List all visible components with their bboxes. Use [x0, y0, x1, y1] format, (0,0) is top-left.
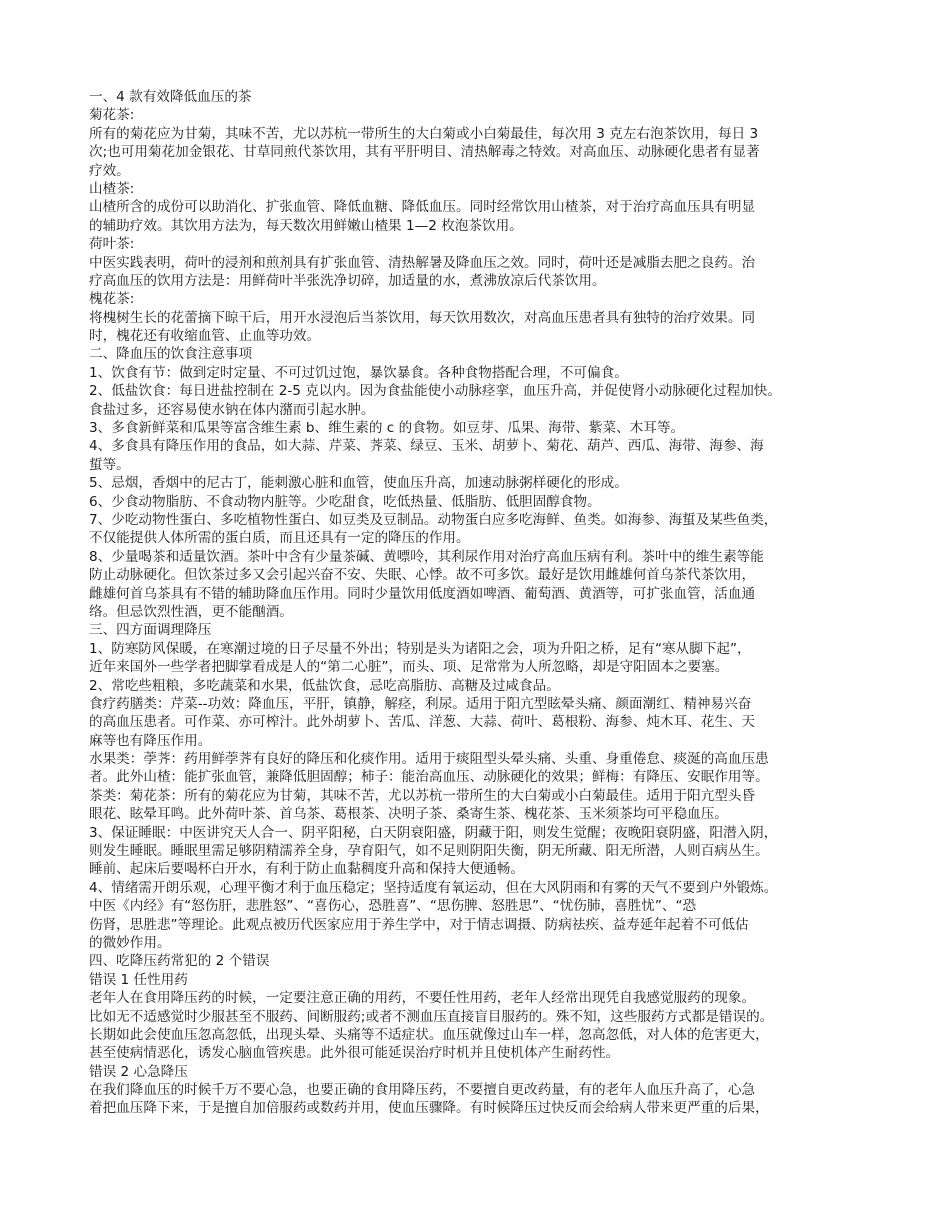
text-line: 麻等也有降压作用。 — [89, 732, 212, 749]
section-heading: 二、降血压的饮食注意事项 — [89, 346, 253, 363]
text-line: 的辅助疗效。其饮用方法为，每天数次用鲜嫩山楂果 1—2 枚泡茶饮用。 — [89, 217, 523, 234]
text-line: 2、低盐饮食：每日进盐控制在 2-5 克以内。因为食盐能使小动脉痉挛，血压升高，并促使肾小动脉硬化过程加快。 — [89, 383, 781, 400]
text-line: 1、防寒防风保暖，在寒潮过境的日子尽量不外出；特别是头为诸阳之会，项为升阳之桥，足有“寒从脚下起”， — [89, 640, 751, 657]
text-line: 络。但忌饮烈性酒，更不能酗酒。 — [89, 603, 293, 620]
subheading: 老年人在食用降压药的时候，一定要注意正确的用药，不要任性用药，老年人经常出现凭自我感觉服药的现象。 — [89, 990, 756, 1007]
text-line: 错误 2 心急降压 — [89, 1063, 188, 1080]
text-line: 3、多食新鲜菜和瓜果等富含维生素 b、维生素的 c 的食物。如豆芽、瓜果、海带、紫菜、木耳等。 — [89, 420, 685, 437]
text-line: 的高血压患者。可作菜、亦可榨汁。此外胡萝卜、苦瓜、洋葱、大蒜、荷叶、葛根粉、海参、炖木耳、花生、天 — [89, 714, 756, 731]
section-heading: 错误 1 任性用药 — [89, 971, 188, 988]
text-line: 食疗药膳类：芹菜--功效：降血压，平肝，镇静，解痉，利尿。适用于阳亢型眩晕头痛、颜面潮红、精神易兴奋 — [89, 695, 752, 712]
text-line: 3、保证睡眠：中医讲究天人合一、阴平阳秘，白天阴衰阳盛，阴藏于阳，则发生觉醒；夜晚阳衰阴盛，阳潜入阴， — [89, 824, 778, 841]
section-heading: 一、4 款有效降低血压的茶 — [89, 89, 252, 105]
text-line: 比如无不适感觉时少服甚至不服药、间断服药;或者不测血压直接盲目服药的。殊不知，这些服药方式都是错误的。 — [89, 1008, 774, 1025]
text-line: 则发生睡眠。睡眠里需足够阴精濡养全身，孕育阳气，如不足则阴阳失衡，阴无所藏、阳无所潜，人则百病丛生。 — [89, 843, 769, 860]
text-line: 8、少量喝茶和适量饮酒。茶叶中含有少量茶碱、黄嘌呤，其利尿作用对治疗高血压病有利。茶叶中的维生素等能 — [89, 548, 764, 565]
text-line: 着把血压降下来，于是擅自加倍服药或数药并用，使血压骤降。有时候降压过快反而会给病人带来更严重的后果， — [89, 1100, 769, 1117]
subheading: 菊花茶: — [89, 107, 135, 124]
text-line: 5、忌烟，香烟中的尼古丁，能刺激心脏和血管，使血压升高，加速动脉粥样硬化的形成。 — [89, 475, 628, 492]
text-line: 防止动脉硬化。但饮茶过多又会引起兴奋不安、失眠、心悸。故不可多饮。最好是饮用雌雄何首乌茶代茶饮用， — [89, 567, 756, 584]
text-line: 6、少食动物脂肪、不食动物内脏等。少吃甜食，吃低热量、低脂肪、低胆固醇食物。 — [89, 493, 601, 510]
subheading: 荷叶茶: — [89, 236, 135, 253]
text-line: 伤肾，思胜悲”等理论。此观点被历代医家应用于养生学中，对于情志调摄、防病祛疾、益寿延年起着不可低估 — [89, 916, 749, 933]
text-line: 1、饮食有节：做到定时定量、不可过饥过饱，暴饮暴食。各种食物搭配合理，不可偏食。 — [89, 364, 628, 381]
text-line: 7、少吃动物性蛋白、多吃植物性蛋白、如豆类及豆制品。动物蛋白应多吃海鲜、鱼类。如海参、海蜇及某些鱼类， — [89, 511, 778, 528]
text-line: 水果类：荸荠：药用鲜荸荠有良好的降压和化痰作用。适用于痰阻型头晕头痛、头重、身重倦怠、痰涎的高血压患 — [89, 751, 769, 768]
text-line: 次;也可用菊花加金银花、甘草同煎代茶饮用，其有平肝明目、清热解毒之特效。对高血压、动脉硬化患者有显著 — [89, 144, 760, 161]
text-line: 中医《内经》有“怒伤肝，悲胜怒”、“喜伤心，恐胜喜”、“思伤脾、怒胜思”、“忧伤肺，喜胜忧”、“恐 — [89, 898, 697, 915]
text-line: 四、吃降压药常犯的 2 个错误 — [89, 953, 270, 970]
text-line: 山楂所含的成份可以助消化、扩张血管、降低血糖、降低血压。同时经常饮用山楂茶，对于治疗高血压具有明显 — [89, 199, 756, 216]
subheading: 槐花茶: — [89, 291, 135, 308]
text-line: 2、常吃些粗粮，多吃蔬菜和水果，低盐饮食，忌吃高脂肪、高糖及过咸食品。 — [89, 677, 560, 694]
text-line: 疗效。 — [89, 162, 130, 179]
text-line: 4、多食具有降压作用的食品，如大蒜、芹菜、荠菜、绿豆、玉米、胡萝卜、菊花、葫芦、西瓜、海带、海参、海 — [89, 438, 764, 455]
text-line: 雌雄何首乌茶具有不错的辅助降血压作用。同时少量饮用低度酒如啤酒、葡萄酒、黄酒等，可扩张血管，活血通 — [89, 585, 756, 602]
text-line: 长期如此会使血压忽高忽低，出现头晕、头痛等不适症状。血压就像过山车一样，忽高忽低，对人体的危害更大， — [89, 1026, 769, 1043]
text-line: 不仅能提供人体所需的蛋白质，而且还具有一定的降压的作用。 — [89, 530, 470, 547]
text-line: 中医实践表明，荷叶的浸剂和煎剂具有扩张血管、清热解暑及降血压之效。同时，荷叶还是减脂去肥之良药。治 — [89, 254, 756, 271]
text-line: 者。此外山楂：能扩张血管，兼降低胆固醇；柿子：能治高血压、动脉硬化的效果；鲜梅：有降压、安眠作用等。 — [89, 769, 769, 786]
text-line: 4、情绪需开朗乐观，心理平衡才利于血压稳定；坚持适度有氧运动，但在大风阴雨和有雾的天气不要到户外锻炼。 — [89, 879, 778, 896]
text-line: 茶类：菊花茶：所有的菊花应为甘菊，其味不苦，尤以苏杭一带所生的大白菊或小白菊最佳。适用于阳亢型头昏 — [89, 787, 756, 804]
subheading: 在我们降血压的时候千万不要心急，也要正确的食用降压药，不要擅自更改药量，有的老年人血压升高了，心急 — [89, 1082, 756, 1099]
text-line: 所有的菊花应为甘菊，其味不苦，尤以苏杭一带所生的大白菊或小白菊最佳，每次用 3 克左右泡茶饮用，每日 3 — [89, 125, 759, 142]
subheading: 山楂茶: — [89, 180, 135, 197]
text-line: 眼花、眩晕耳鸣。此外荷叶茶、首乌茶、葛根茶、决明子茶、桑寄生茶、槐花茶、玉米须茶均可平稳血压。 — [89, 806, 728, 823]
document-body — [89, 88, 861, 1136]
text-line — [89, 1118, 861, 1136]
text-line: 近年来国外一些学者把脚掌看成是人的“第二心脏”，而头、项、足常常为人所忽略，却是守阳固本之要塞。 — [89, 659, 729, 676]
text-line: 时，槐花还有收缩血管、止血等功效。 — [89, 328, 321, 345]
section-heading: 三、四方面调理降压 — [89, 622, 212, 639]
text-line: 将槐树生长的花蕾摘下晾干后，用开水浸泡后当茶饮用，每天饮用数次，对高血压患者具有独特的治疗效果。同 — [89, 309, 756, 326]
text-line: 疗高血压的饮用方法是：用鲜荷叶半张洗净切碎，加适量的水，煮沸放凉后代茶饮用。 — [89, 272, 606, 289]
text-line: 蜇等。 — [89, 456, 130, 473]
text-line: 睡前、起床后要喝杯白开水，有利于防止血黏稠度升高和保持大便通畅。 — [89, 861, 524, 878]
text-line: 的微妙作用。 — [89, 934, 171, 951]
text-line: 食盐过多，还容易使水钠在体内潴而引起水肿。 — [89, 401, 375, 418]
text-line: 甚至使病情恶化，诱发心脑血管疾患。此外很可能延误治疗时机并且使机体产生耐药性。 — [89, 1045, 620, 1062]
